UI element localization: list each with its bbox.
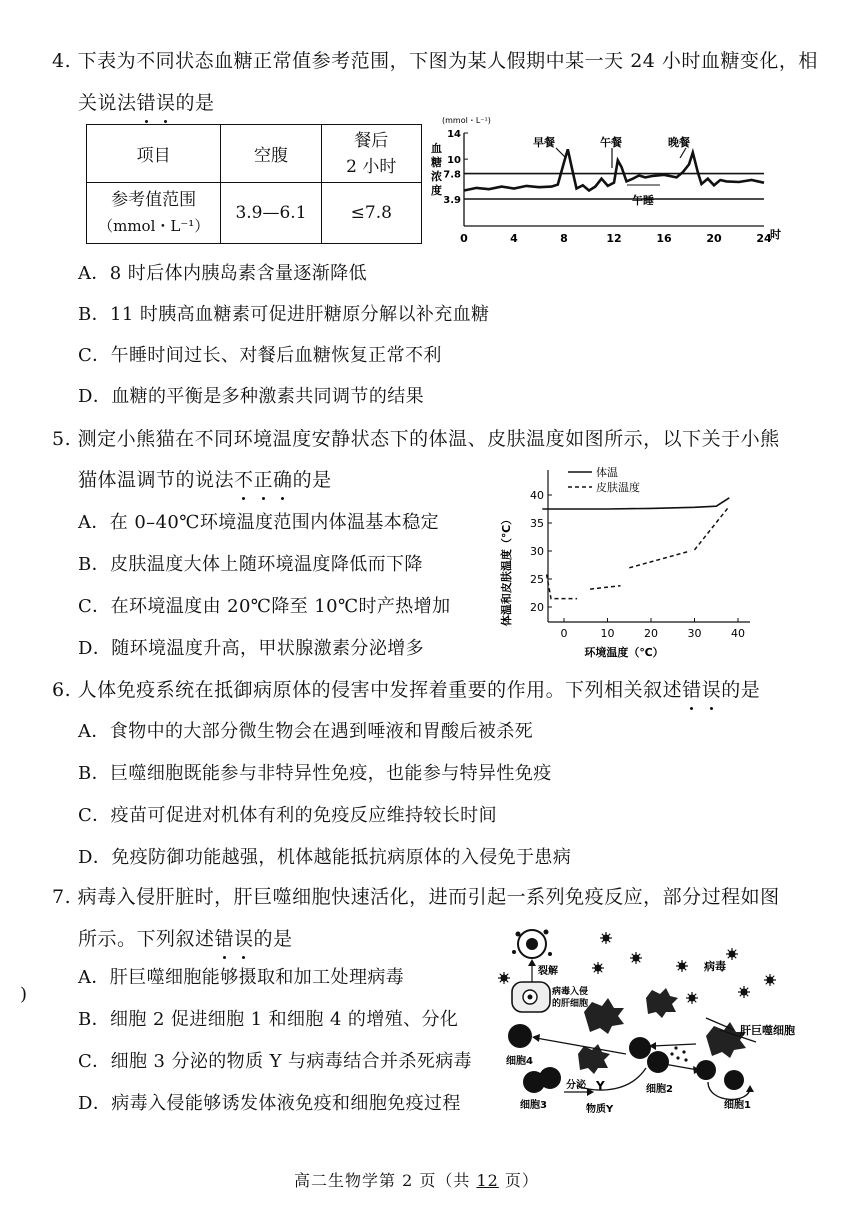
q4-stem-line2 — [78, 88, 215, 115]
q4-option-b[interactable]: B．11 时胰高血糖素可促进肝糖原分解以补充血糖 — [78, 304, 490, 325]
label-cell1: 细胞1 — [724, 1100, 751, 1111]
glucose-ytick-label: 14 — [447, 129, 461, 140]
q4-emphasis: 错误 — [136, 92, 176, 114]
glucose-xtick-label: 0 — [460, 232, 468, 245]
temp-ytick-label: 35 — [530, 517, 544, 530]
q4-option-c[interactable]: C．午睡时间过长、对餐后血糖恢复正常不利 — [78, 345, 442, 366]
annotation-lunch: 午餐 — [600, 136, 622, 149]
temp-xtick-label: 0 — [560, 627, 568, 640]
footer-end: 页） — [498, 1171, 539, 1190]
glucose-ylabel-1: 血 — [431, 142, 442, 155]
lysed-cell-icon — [512, 930, 552, 959]
q5-stem-end: 的是 — [292, 469, 332, 491]
q4-option-a[interactable]: A．8 时后体内胰岛素含量逐渐降低 — [78, 263, 367, 284]
q7-option-b[interactable]: B．细胞 2 促进细胞 1 和细胞 4 的增殖、分化 — [78, 1009, 459, 1030]
label-virus: 病毒 — [704, 960, 726, 973]
label-lysis: 裂解 — [538, 966, 558, 977]
temp-xtick-label: 30 — [687, 627, 702, 640]
label-cell2: 细胞2 — [646, 1084, 673, 1095]
glucose-ylabel-2: 糖 — [431, 156, 442, 169]
q7-stem-text: 所示。下列叙述 — [78, 928, 215, 950]
glucose-ytick-label: 7.8 — [443, 169, 461, 181]
virus-icon — [630, 952, 642, 964]
q6-stem-text: 6. 人体免疫系统在抵御病原体的侵害中发挥着重要的作用。下列相关叙述 — [52, 679, 683, 701]
label-infected-b: 的肝细胞 — [552, 999, 589, 1009]
temp-xtick-label: 40 — [731, 627, 745, 640]
temp-ytick-label: 25 — [530, 573, 544, 586]
q7-stem-line2 — [78, 924, 293, 951]
skin-temp-segment — [590, 586, 620, 589]
table-cell-fasting: 3.9—6.1 — [221, 183, 321, 244]
table-header-item: 项目 — [87, 125, 221, 183]
annotation-breakfast: 早餐 — [533, 136, 555, 149]
immune-process-diagram — [486, 918, 796, 1118]
q7-option-c[interactable]: C．细胞 3 分泌的物质 Y 与病毒结合并杀死病毒 — [78, 1051, 472, 1072]
virus-icon — [676, 960, 688, 972]
table-header-fasting: 空腹 — [221, 125, 321, 183]
body-temp-line — [542, 498, 729, 509]
virus-icon — [738, 986, 750, 998]
glucose-reference-table — [86, 124, 422, 244]
glucose-xunit: 时 — [770, 228, 781, 241]
glucose-xtick-label: 20 — [706, 232, 722, 245]
q6-stem-end: 的是 — [721, 679, 761, 701]
q6-option-a[interactable]: A．食物中的大部分微生物会在遇到唾液和胃酸后被杀死 — [78, 721, 533, 742]
temp-chart-ylabel: 体温和皮肤温度（℃） — [500, 513, 513, 627]
virus-icon — [726, 948, 738, 960]
glucose-unit-label: (mmol・L⁻¹) — [442, 116, 491, 125]
q7-option-d[interactable]: D．病毒入侵能够诱发体液免疫和细胞免疫过程 — [78, 1093, 461, 1114]
glucose-ylabel-3: 浓 — [431, 170, 442, 183]
glucose-xtick-label: 12 — [606, 232, 622, 245]
virus-icon — [592, 962, 604, 974]
page-footer — [294, 1168, 539, 1191]
table-cell-after-meal: ≤7.8 — [321, 183, 421, 244]
footer-total-pages: 12 — [476, 1171, 499, 1190]
q7-option-a[interactable]: A．肝巨噬细胞能够摄取和加工处理病毒 — [78, 967, 405, 988]
label-cell3: 细胞3 — [520, 1100, 547, 1111]
glucose-xtick-label: 16 — [656, 232, 672, 245]
virus-icon — [600, 932, 612, 944]
annotation-dinner: 晚餐 — [668, 136, 690, 149]
q4-stem-line1: 4. 下表为不同状态血糖正常值参考范围，下图为某人假期中某一天 24 小时血糖变化，相 — [52, 50, 818, 72]
infected-liver-cell-icon — [512, 982, 550, 1012]
glucose-ytick-label: 3.9 — [443, 195, 461, 206]
temp-chart-xlabel: 环境温度（℃） — [584, 646, 664, 659]
cell4-icon — [508, 1024, 532, 1048]
temperature-chart — [494, 460, 764, 660]
q6-stem-line1 — [52, 675, 760, 702]
table-header-after-meal: 餐后 2 小时 — [321, 125, 421, 183]
label-cell4: 细胞4 — [506, 1056, 533, 1067]
virus-icon — [498, 972, 510, 984]
temp-ytick-label: 40 — [530, 489, 544, 502]
skin-temp-segment — [547, 575, 577, 599]
q5-stem-text: 猫体温调节的说法 — [78, 469, 235, 491]
virus-icon — [686, 992, 698, 1004]
label-macrophage: 肝巨噬细胞 — [740, 1024, 795, 1037]
glucose-xtick-label: 24 — [756, 232, 772, 245]
table-row-label: 参考值范围 （mmol・L⁻¹） — [87, 183, 221, 244]
annotation-nap: 午睡 — [632, 194, 654, 207]
skin-temp-segment — [629, 551, 690, 568]
q7-emphasis: 错误 — [214, 928, 254, 950]
cell2-icon — [629, 1037, 651, 1059]
q6-option-b[interactable]: B．巨噬细胞既能参与非特异性免疫，也能参与特异性免疫 — [78, 763, 552, 784]
virus-icon — [764, 974, 776, 986]
glucose-chart — [428, 114, 788, 252]
label-secrete: 分泌 — [566, 1080, 586, 1091]
temp-ytick-label: 30 — [530, 545, 544, 558]
cytokine-dots — [670, 1046, 687, 1061]
skin-temp-segment — [695, 506, 730, 550]
antibody-icon: Y — [596, 1079, 605, 1093]
label-substance-y: 物质Y — [586, 1104, 614, 1115]
q5-option-a[interactable]: A．在 0–40℃环境温度范围内体温基本稳定 — [78, 512, 440, 533]
q4-stem-end: 的是 — [175, 92, 215, 114]
glucose-ytick-label: 10 — [447, 155, 461, 167]
q4-stem-text: 关说法 — [78, 92, 137, 114]
q5-stem-line1: 5. 测定小熊猫在不同环境温度安静状态下的体温、皮肤温度如图所示，以下关于小熊 — [52, 428, 780, 450]
q7-stem-end: 的是 — [253, 928, 293, 950]
glucose-ylabel-4: 度 — [431, 184, 442, 197]
glucose-curve — [464, 149, 764, 190]
glucose-xtick-label: 8 — [560, 232, 568, 245]
q5-emphasis: 不正确 — [234, 469, 293, 491]
legend-body-temp: 体温 — [596, 466, 618, 479]
q7-stem-line1: 7. 病毒入侵肝脏时，肝巨噬细胞快速活化，进而引起一系列免疫反应，部分过程如图 — [52, 886, 780, 908]
label-infected-a: 病毒入侵 — [552, 987, 589, 997]
q6-option-d[interactable]: D．免疫防御功能越强，机体越能抵抗病原体的入侵免于患病 — [78, 847, 572, 868]
legend-skin-temp: 皮肤温度 — [596, 481, 640, 494]
footer-text: 高二生物学第 2 页（共 — [294, 1171, 477, 1190]
q5-option-d[interactable]: D．随环境温度升高，甲状腺激素分泌增多 — [78, 638, 425, 659]
q5-option-b[interactable]: B．皮肤温度大体上随环境温度降低而下降 — [78, 554, 423, 575]
temp-xtick-label: 10 — [600, 627, 615, 640]
margin-mark: ) — [20, 984, 28, 1005]
q4-option-d[interactable]: D．血糖的平衡是多种激素共同调节的结果 — [78, 386, 425, 407]
q5-option-c[interactable]: C．在环境温度由 20℃降至 10℃时产热增加 — [78, 596, 451, 617]
temp-ytick-label: 20 — [530, 601, 544, 614]
temp-xtick-label: 20 — [644, 627, 658, 640]
glucose-xtick-label: 4 — [510, 232, 518, 245]
q6-option-c[interactable]: C．疫苗可促进对机体有利的免疫反应维持较长时间 — [78, 805, 497, 826]
q6-emphasis: 错误 — [682, 679, 722, 701]
q5-stem-line2 — [78, 465, 332, 492]
